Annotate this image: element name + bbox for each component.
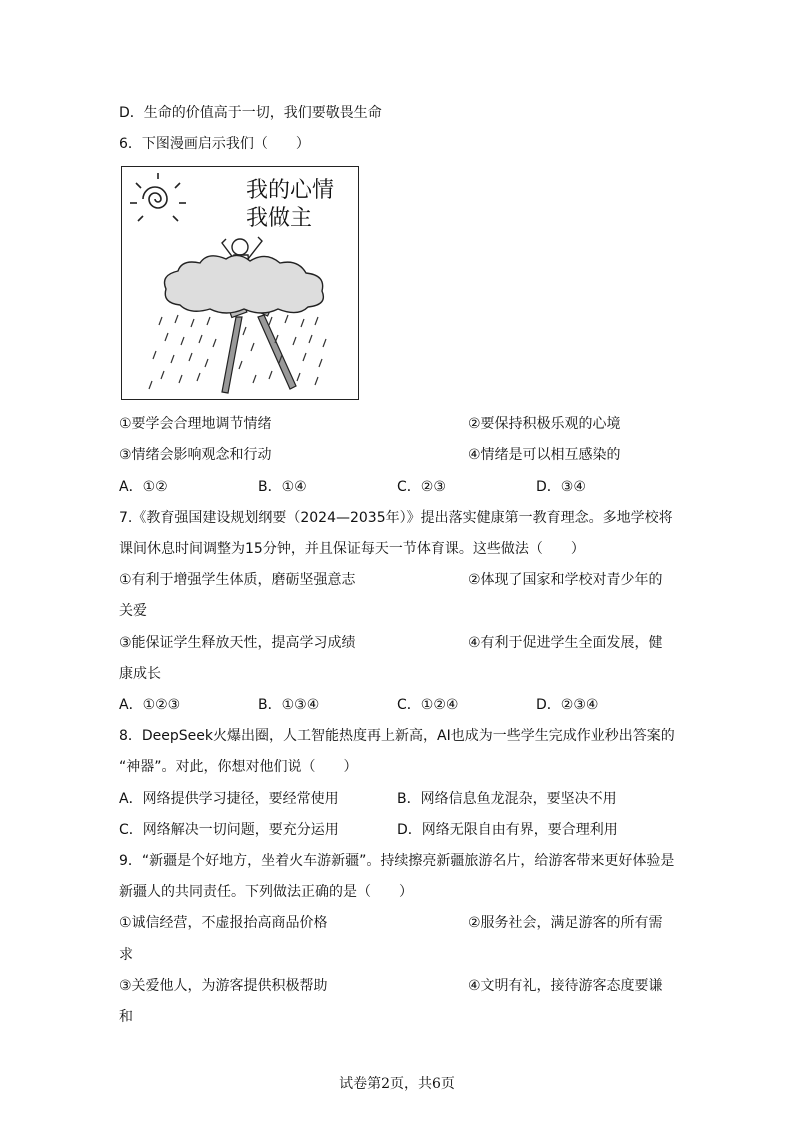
q6-option-c: C．②③: [397, 479, 446, 495]
q7-statement-4: ④有利于促进学生全面发展，健: [468, 635, 663, 651]
q6-option-b: B．①④: [258, 479, 307, 495]
q6-statement-2: ②要保持积极乐观的心境: [468, 416, 621, 432]
q8-option-a: A．网络提供学习捷径，要经常使用: [119, 791, 339, 807]
q6-option-d: D．③④: [536, 479, 586, 495]
cartoon-caption-1: 我的心情: [246, 177, 335, 202]
q7-stem-line-2: 课间休息时间调整为15分钟，并且保证每天一节体育课。这些做法（ ）: [119, 541, 585, 557]
q9-stem-line-1: 9．“新疆是个好地方，坐着火车游新疆”。持续擦亮新疆旅游名片，给游客带来更好体验是: [119, 853, 675, 869]
q8-stem-line-2: “神器”。对此，你想对他们说（ ）: [119, 759, 358, 775]
q8-stem-line-1: 8．DeepSeek火爆出圈，人工智能热度再上新高，AI也成为一些学生完成作业秒出答案的: [119, 728, 675, 744]
q6-statement-3: ③情绪会影响观念和行动: [119, 447, 272, 463]
q8-option-b: B．网络信息鱼龙混杂，要坚决不用: [397, 791, 617, 807]
crutches: [222, 302, 296, 393]
q6-statement-4: ④情绪是可以相互感染的: [468, 447, 621, 463]
cartoon-image: [121, 166, 359, 400]
q9-statement-2-cont: 求: [119, 947, 133, 963]
q7-statement-4-cont: 康成长: [119, 666, 161, 682]
q9-statement-4-cont: 和: [119, 1009, 133, 1025]
q9-statement-4: ④文明有礼，接待游客态度要谦: [468, 978, 663, 994]
q7-statement-1: ①有利于增强学生体质，磨砺坚强意志: [119, 572, 356, 588]
q8-option-c: C．网络解决一切问题，要充分运用: [119, 822, 339, 838]
q7-statement-3: ③能保证学生释放天性，提高学习成绩: [119, 635, 356, 651]
q7-option-b: B．①③④: [258, 697, 320, 713]
q6-stem: 6．下图漫画启示我们（ ）: [119, 136, 310, 152]
q9-statement-1: ①诚信经营，不虚报抬高商品价格: [119, 915, 328, 931]
q5-option-d: D．生命的价值高于一切，我们要敬畏生命: [119, 105, 382, 121]
q7-option-a: A．①②③: [119, 697, 181, 713]
q6-statement-1: ①要学会合理地调节情绪: [119, 416, 272, 432]
cartoon-caption-2: 我做主: [246, 205, 313, 230]
cloud: [165, 255, 324, 313]
page-footer: 试卷第2页，共6页: [339, 1076, 455, 1092]
q6-option-a: A．①②: [119, 479, 168, 495]
q7-statement-2-cont: 关爱: [119, 603, 147, 619]
sun-icon: [130, 173, 186, 221]
q7-statement-2: ②体现了国家和学校对青少年的: [468, 572, 663, 588]
q8-option-d: D．网络无限自由有界，要合理利用: [397, 822, 618, 838]
q9-statement-2: ②服务社会，满足游客的所有需: [468, 915, 663, 931]
cartoon-drawing: [122, 167, 358, 399]
q7-option-d: D．②③④: [536, 697, 599, 713]
q7-stem-line-1: 7.《教育强国建设规划纲要（2024—2035年）》提出落实健康第一教育理念。多地学校将: [119, 510, 673, 526]
q9-stem-line-2: 新疆人的共同责任。下列做法正确的是（ ）: [119, 884, 413, 900]
q7-option-c: C．①②④: [397, 697, 459, 713]
q9-statement-3: ③关爱他人，为游客提供积极帮助: [119, 978, 328, 994]
